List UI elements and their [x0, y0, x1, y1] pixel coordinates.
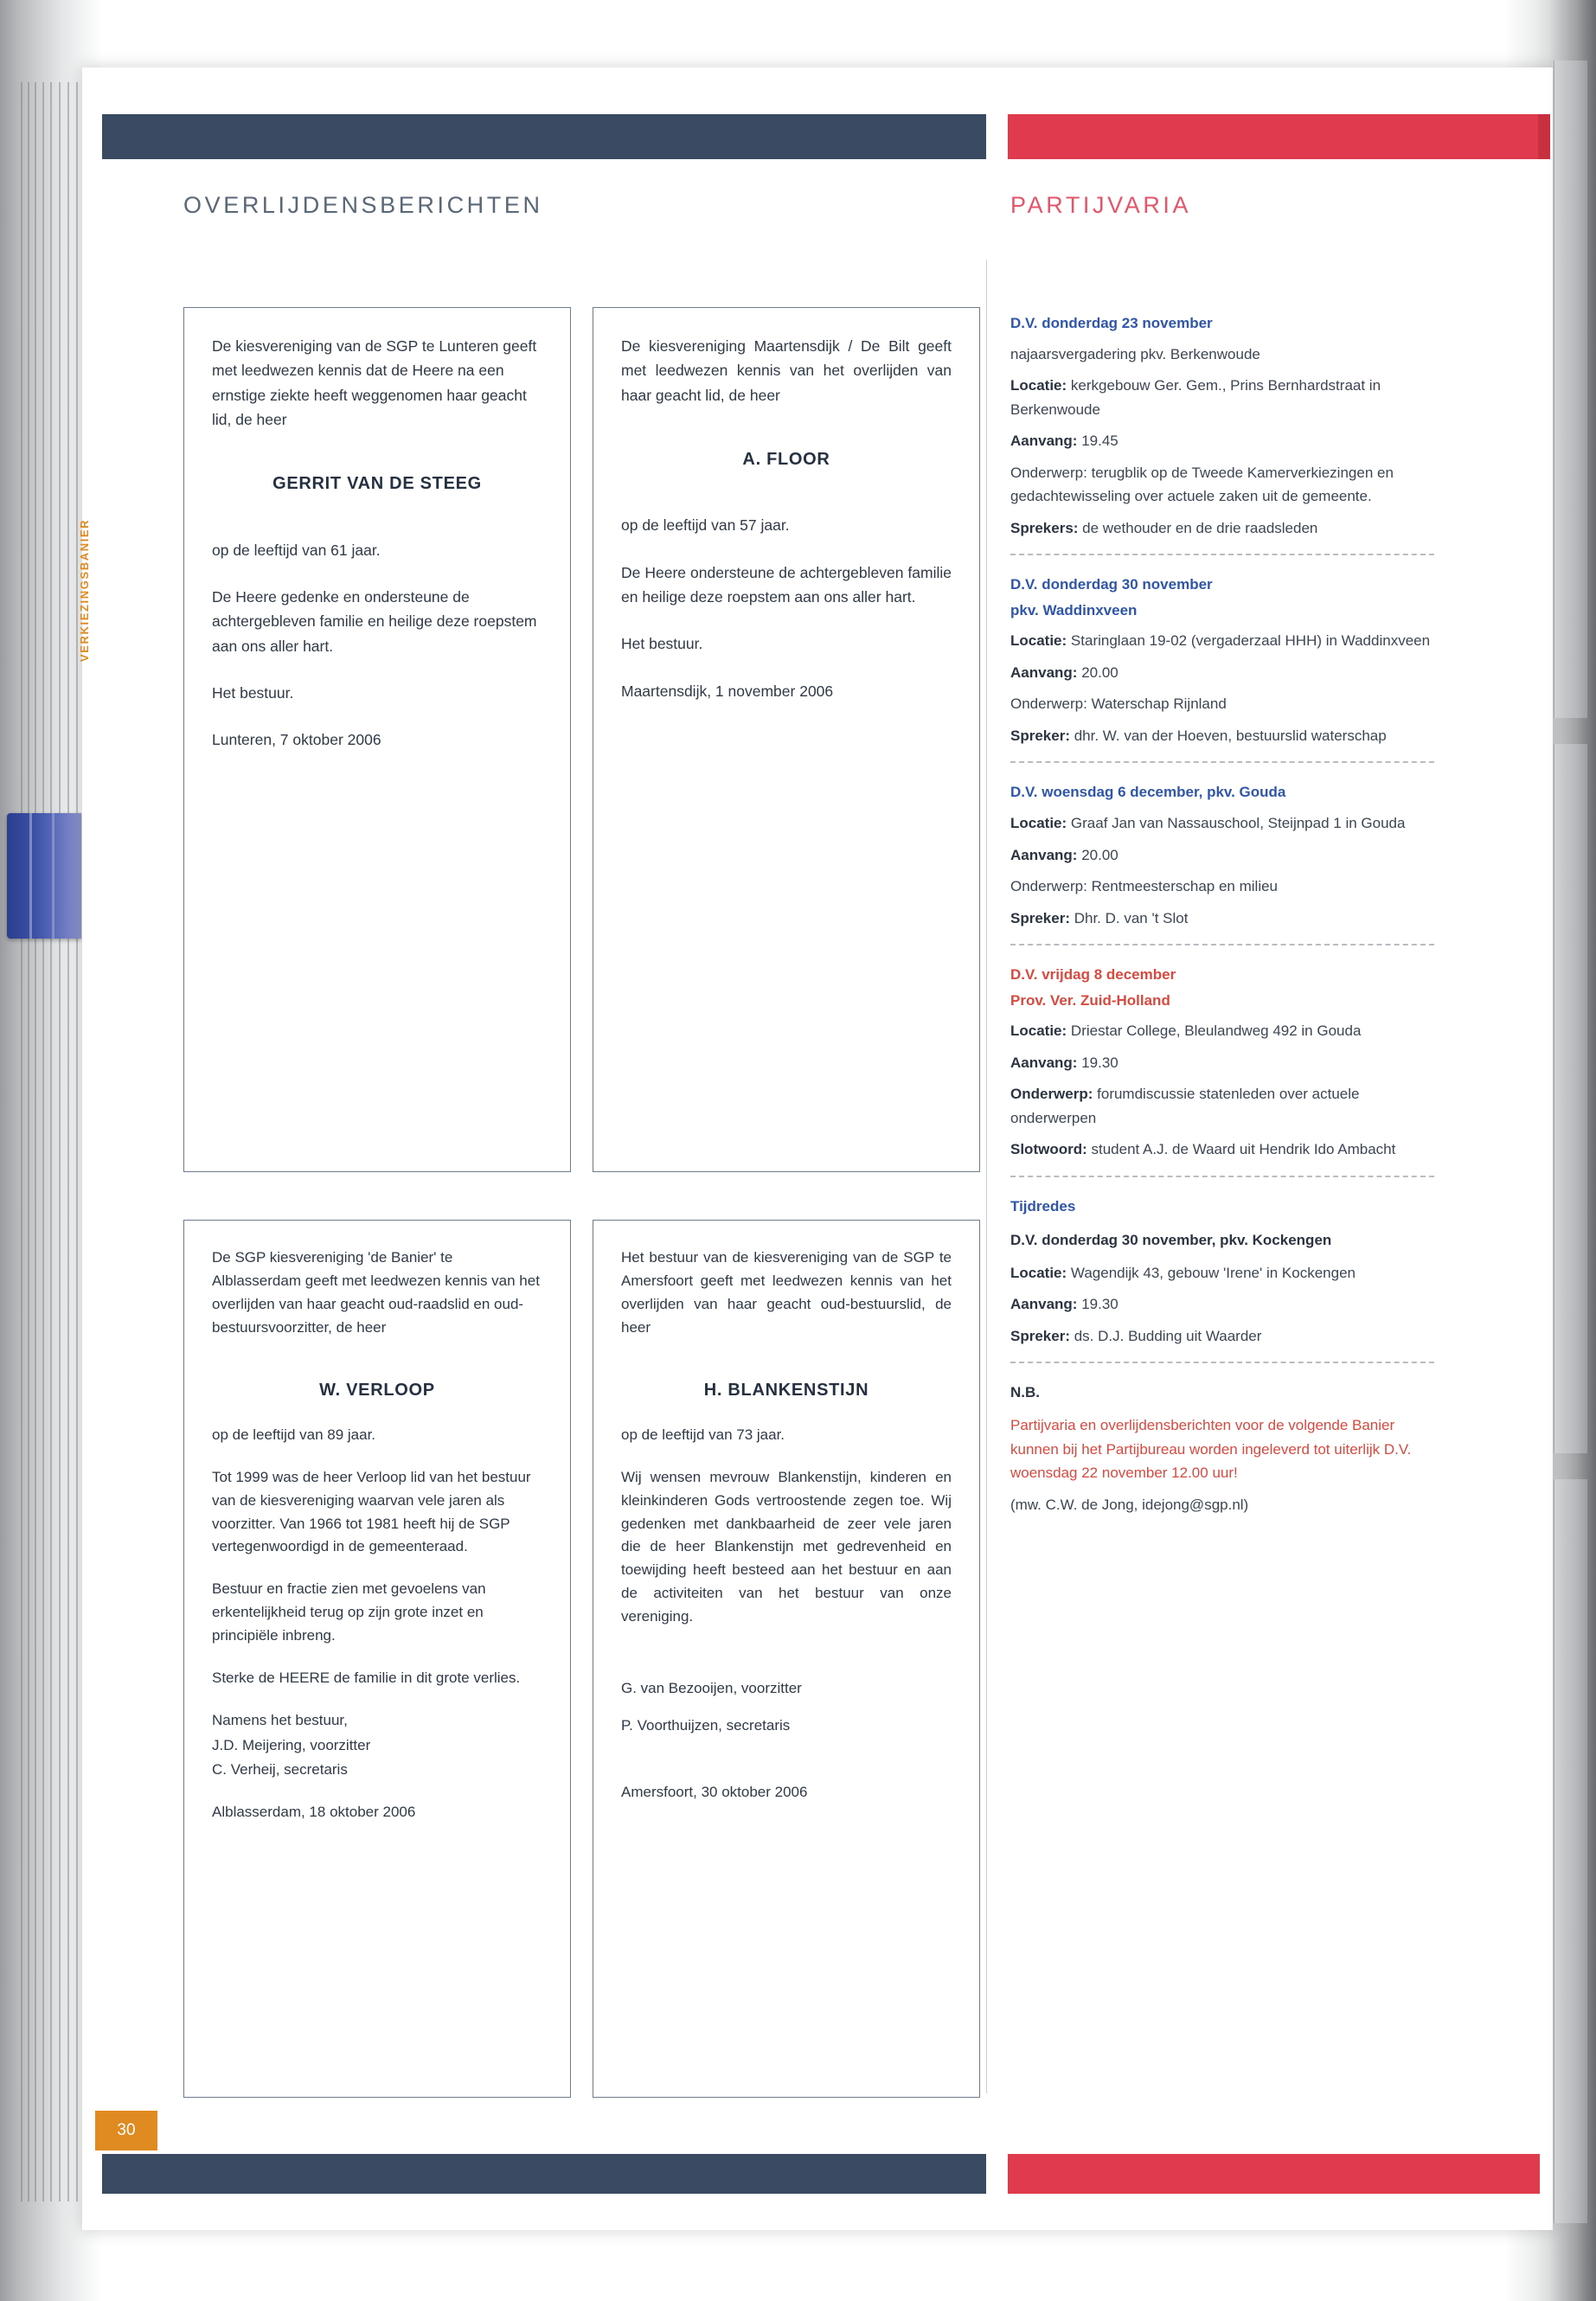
onderwerp-label: Onderwerp: — [1010, 878, 1087, 895]
entry-heading: D.V. vrijdag 8 december — [1010, 966, 1176, 984]
entry-location — [1010, 1019, 1434, 1043]
entry-closing-word — [1010, 1138, 1434, 1162]
page-right-shadow — [1548, 0, 1596, 2301]
spreker-value: de wethouder en de drie raadsleden — [1082, 519, 1318, 536]
obituary-place-date: Lunteren, 7 oktober 2006 — [212, 731, 381, 749]
column-divider — [986, 260, 987, 2093]
locatie-value: Driestar College, Bleulandweg 492 in Gouda — [1070, 1022, 1362, 1040]
entry-start-time — [1010, 843, 1434, 868]
entry-divider — [1010, 944, 1434, 945]
obituary-age: op de leeftijd van 57 jaar. — [621, 516, 790, 535]
aanvang-value: 19.30 — [1081, 1054, 1118, 1071]
aanvang-label: Aanvang: — [1010, 1054, 1078, 1071]
entry-heading: D.V. donderdag 23 november — [1010, 315, 1213, 331]
entry-speaker — [1010, 516, 1434, 541]
obituary-name: W. VERLOOP — [319, 1381, 435, 1400]
onderwerp-value: Rentmeesterschap en milieu — [1091, 878, 1279, 895]
tijdredes-heading: Tijdredes — [1010, 1197, 1076, 1215]
section-title-partijvaria: PARTIJVARIA — [1010, 192, 1192, 218]
obituary-body-1: Tot 1999 was de heer Verloop lid van het bestuur van de kiesvereniging waarvan vele jaren als voorzitter. Van 1966 tot 1981 heeft hij de SGP vertegenwoordigd in de gemeenteraad. — [212, 1468, 531, 1555]
obituary-place-date: Amersfoort, 30 oktober 2006 — [621, 1783, 808, 1800]
tijdredes-date-line: D.V. donderdag 30 november, pkv. Kockengen — [1010, 1232, 1332, 1249]
aanvang-value: 20.00 — [1081, 846, 1118, 863]
aanvang-value: 20.00 — [1081, 663, 1118, 681]
page-number: 30 — [95, 2111, 157, 2150]
locatie-value: kerkgebouw Ger. Gem., Prins Bernhardstraat in Berkenwoude — [1010, 377, 1381, 418]
locatie-label: Locatie: — [1010, 1022, 1067, 1040]
header-bar-right — [1008, 114, 1540, 159]
aanvang-value: 19.45 — [1081, 433, 1118, 450]
entry-heading-2: Prov. Ver. Zuid-Holland — [1010, 991, 1170, 1009]
partijvaria-entry — [1010, 780, 1434, 930]
locatie-label: Locatie: — [1010, 377, 1067, 394]
obituary-box — [183, 307, 571, 1172]
entry-heading: D.V. donderdag 30 november — [1010, 576, 1213, 593]
entry-speaker — [1010, 907, 1434, 931]
book-blue-tab — [7, 813, 81, 939]
obituary-signature-1: Namens het bestuur, — [212, 1711, 348, 1728]
entry-subject — [1010, 692, 1434, 716]
obituary-name: H. BLANKENSTIJN — [703, 1381, 869, 1400]
spreker-value: ds. D.J. Budding uit Waarder — [1074, 1327, 1262, 1344]
onderwerp-label: Onderwerp: — [1010, 695, 1087, 713]
obituary-place-date: Alblasserdam, 18 oktober 2006 — [212, 1804, 416, 1821]
spreker-value: Dhr. D. van 't Slot — [1074, 909, 1189, 926]
aanvang-value: 19.30 — [1081, 1296, 1118, 1313]
obituary-signature-3: C. Verheij, secretaris — [212, 1761, 348, 1779]
obituary-signature-2: P. Voorthuijzen, secretaris — [621, 1716, 791, 1734]
footer-bar-left — [102, 2154, 986, 2194]
entry-heading: D.V. woensdag 6 december, pkv. Gouda — [1010, 784, 1286, 801]
obituary-box — [593, 1220, 980, 2098]
locatie-label: Locatie: — [1010, 632, 1067, 650]
spreker-label: Sprekers: — [1010, 519, 1079, 536]
entry-start-time — [1010, 429, 1434, 453]
onderwerp-value: Waterschap Rijnland — [1091, 695, 1227, 713]
partijvaria-entry — [1010, 311, 1434, 540]
section-title-obituaries: OVERLIJDENSBERICHTEN — [183, 192, 543, 218]
obituary-age: op de leeftijd van 61 jaar. — [212, 541, 381, 559]
nb-contact: (mw. C.W. de Jong, idejong@sgp.nl) — [1010, 1496, 1249, 1513]
spreker-label: Spreker: — [1010, 1327, 1070, 1344]
header-bar-left — [102, 114, 986, 159]
entry-start-time — [1010, 1051, 1434, 1075]
entry-speaker — [1010, 1324, 1434, 1349]
aanvang-label: Aanvang: — [1010, 433, 1078, 450]
entry-location — [1010, 629, 1434, 653]
spreker-label: Spreker: — [1010, 909, 1070, 926]
onderwerp-value: terugblik op de Tweede Kamerverkiezingen en gedachtewisseling over actuele zaken uit de gemeente. — [1010, 464, 1394, 505]
nb-label: N.B. — [1010, 1384, 1040, 1401]
obituary-body: De Heere ondersteune de achtergebleven familie en heilige deze roepstem aan ons aller hart. — [621, 563, 952, 606]
slotwoord-label: Slotwoord: — [1010, 1141, 1087, 1158]
entry-start-time — [1010, 1292, 1434, 1317]
slotwoord-value: student A.J. de Waard uit Hendrik Ido Ambacht — [1091, 1141, 1396, 1158]
obituary-intro: De kiesvereniging van de SGP te Lunteren geeft met leedwezen kennis dat de Heere na een ernstige ziekte heeft weggenomen haar geacht lid, de heer — [212, 337, 537, 429]
nb-text: Partijvaria en overlijdensberichten voor de volgende Banier kunnen bij het Partijbureau worden ingeleverd tot uiterlijk D.V. woensdag 22 november 12.00 uur! — [1010, 1417, 1412, 1482]
locatie-label: Locatie: — [1010, 1264, 1067, 1281]
aanvang-label: Aanvang: — [1010, 1296, 1078, 1313]
locatie-label: Locatie: — [1010, 814, 1067, 831]
obituary-age: op de leeftijd van 89 jaar. — [212, 1426, 376, 1444]
entry-heading-2: pkv. Waddinxveen — [1010, 601, 1138, 619]
obituary-signature: Het bestuur. — [621, 635, 703, 653]
partijvaria-column — [1010, 311, 1434, 1530]
obituary-body: Wij wensen mevrouw Blankenstijn, kinderen en kleinkinderen Gods vertroostende zegen toe. Wij gedenken met dankbaarheid de zeer vele jaren die de heer Blankenstijn met gedrevenheid en toewijding heeft besteed aan het bestuur en aan de activiteiten van het bestuur van onze vereniging. — [621, 1468, 952, 1625]
entry-divider — [1010, 761, 1434, 763]
page-edge-lines — [17, 82, 85, 2202]
obituary-body: De Heere gedenke en ondersteune de achtergebleven familie en heilige deze roepstem aan ons aller hart. — [212, 588, 537, 655]
side-label-verkiezingsbanier: VERKIEZINGSBANIER — [78, 518, 91, 662]
obituary-body-3: Sterke de HEERE de familie in dit grote verlies. — [212, 1669, 521, 1686]
locatie-value: Graaf Jan van Nassauschool, Steijnpad 1 in Gouda — [1070, 814, 1406, 831]
entry-location — [1010, 374, 1434, 421]
obituary-box — [183, 1220, 571, 2098]
aanvang-label: Aanvang: — [1010, 846, 1078, 863]
entry-location — [1010, 811, 1434, 836]
onderwerp-label: Onderwerp: — [1010, 1086, 1093, 1103]
partijvaria-tijdredes — [1010, 1195, 1434, 1349]
footer-bar-right — [1008, 2154, 1540, 2194]
obituary-age: op de leeftijd van 73 jaar. — [621, 1426, 785, 1444]
obituary-signature-2: J.D. Meijering, voorzitter — [212, 1736, 371, 1753]
locatie-value: Wagendijk 43, gebouw 'Irene' in Kockengen — [1070, 1264, 1356, 1281]
entry-divider — [1010, 1176, 1434, 1177]
onderwerp-value: forumdiscussie statenleden over actuele onderwerpen — [1010, 1086, 1360, 1126]
entry-divider — [1010, 1362, 1434, 1363]
partijvaria-entry — [1010, 573, 1434, 747]
entry-location — [1010, 1261, 1434, 1285]
partijvaria-nb — [1010, 1381, 1434, 1516]
obituary-intro: Het bestuur van de kiesvereniging van de SGP te Amersfoort geeft met leedwezen kennis van het overlijden van haar geacht oud-bestuurslid, de heer — [621, 1249, 952, 1336]
onderwerp-label: Onderwerp: — [1010, 464, 1087, 481]
obituary-intro: De kiesvereniging Maartensdijk / De Bilt geeft met leedwezen kennis van het overlijden van haar geacht lid, de heer — [621, 337, 952, 404]
locatie-value: Staringlaan 19-02 (vergaderzaal HHH) in Waddinxveen — [1070, 632, 1431, 650]
aanvang-label: Aanvang: — [1010, 663, 1078, 681]
entry-subject — [1010, 461, 1434, 509]
spreker-label: Spreker: — [1010, 727, 1070, 744]
entry-subject — [1010, 875, 1434, 899]
obituary-intro: De SGP kiesvereniging 'de Banier' te Alblasserdam geeft met leedwezen kennis van het overlijden van haar geacht oud-raadslid en oud-bestuursvoorzitter, de heer — [212, 1249, 540, 1336]
obituary-name: A. FLOOR — [742, 450, 830, 470]
entry-speaker — [1010, 724, 1434, 748]
obituary-name: GERRIT VAN DE STEEG — [272, 474, 482, 494]
entry-subject — [1010, 1082, 1434, 1130]
spreker-value: dhr. W. van der Hoeven, bestuurslid waterschap — [1074, 727, 1387, 744]
partijvaria-entry — [1010, 963, 1434, 1162]
obituary-box — [593, 307, 980, 1172]
entry-subtitle: najaarsvergadering pkv. Berkenwoude — [1010, 345, 1260, 362]
obituary-signature-1: G. van Bezooijen, voorzitter — [621, 1679, 802, 1696]
entry-start-time — [1010, 661, 1434, 685]
obituary-body-2: Bestuur en fractie zien met gevoelens van erkentelijkheid terug op zijn grote inzet en principiële inbreng. — [212, 1580, 486, 1644]
obituary-signature: Het bestuur. — [212, 684, 294, 702]
entry-divider — [1010, 554, 1434, 555]
obituary-place-date: Maartensdijk, 1 november 2006 — [621, 682, 834, 700]
